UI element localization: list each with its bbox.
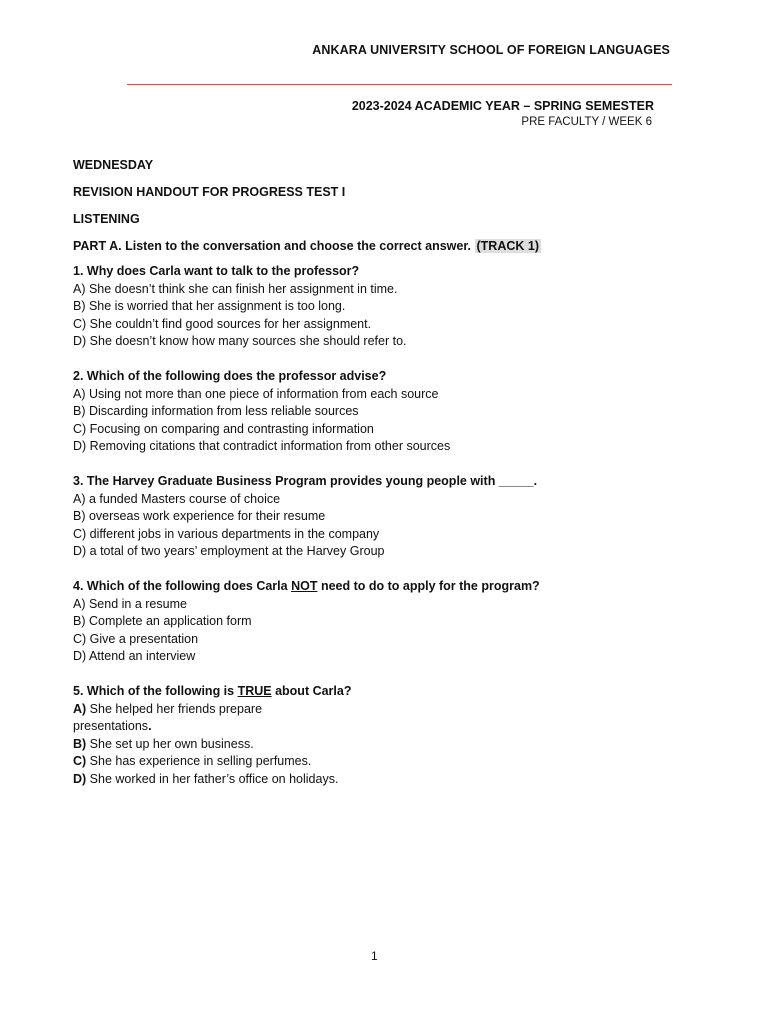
track-label: (TRACK 1): [476, 239, 539, 253]
academic-year: 2023-2024 ACADEMIC YEAR – SPRING SEMESTER: [351, 99, 654, 113]
question-4-option-d: D) Attend an interview: [73, 649, 196, 663]
question-4-title-end: need to do to apply for the program?: [317, 579, 540, 593]
question-5-option-a-text: She helped her friends prepare: [86, 701, 263, 716]
page-number: 1: [371, 949, 378, 963]
question-5-option-a-continued: [73, 718, 693, 736]
question-5-option-d-letter: D): [73, 771, 87, 786]
question-5-title-start: 5. Which of the following is: [73, 684, 238, 698]
question-5: [73, 683, 693, 788]
day-heading: WEDNESDAY: [73, 158, 154, 172]
question-2-option-d: D) Removing citations that contradict information from other sources: [73, 439, 451, 453]
question-1-option-c: C) She couldn’t find good sources for her assignment.: [73, 316, 372, 331]
question-3: [73, 473, 693, 561]
question-1-option-b: B) She is worried that her assignment is too long.: [73, 299, 346, 313]
question-5-option-b: [73, 736, 693, 754]
part-a-instruction: [73, 238, 693, 255]
question-4-emphasis: NOT: [291, 579, 318, 593]
question-5-option-a-period: .: [148, 719, 152, 733]
question-4-title: [73, 578, 693, 596]
question-5-option-c-letter: C): [73, 754, 87, 768]
question-2-option-b: B) Discarding information from less reliable sources: [73, 404, 359, 418]
question-3-option-a: A) a funded Masters course of choice: [73, 491, 281, 506]
question-5-option-d: [73, 771, 693, 789]
question-2-option-c: C) Focusing on comparing and contrasting information: [73, 421, 374, 436]
question-3-option-d: D) a total of two years’ employment at the Harvey Group: [73, 544, 385, 558]
question-5-option-d-text: She worked in her father’s office on holidays.: [86, 771, 339, 786]
question-3-option-c: C) different jobs in various departments in the company: [73, 526, 380, 541]
question-5-option-a-letter: A): [73, 701, 87, 716]
question-4-option-c: C) Give a presentation: [73, 631, 199, 646]
handout-title: REVISION HANDOUT FOR PROGRESS TEST I: [73, 185, 346, 199]
question-5-option-c-text: She has experience in selling perfumes.: [86, 754, 312, 768]
question-3-title: 3. The Harvey Graduate Business Program provides young people with _____.: [73, 474, 538, 488]
question-2: [73, 368, 693, 456]
section-heading: LISTENING: [73, 212, 140, 226]
question-5-option-a-cont: presentations: [73, 719, 149, 733]
question-5-option-b-text: She set up her own business.: [86, 736, 254, 751]
question-1: [73, 263, 693, 351]
question-5-title: [73, 683, 693, 701]
question-5-option-c: [73, 753, 693, 771]
question-4: [73, 578, 693, 666]
question-5-option-a: [73, 701, 693, 719]
question-3-option-b: B) overseas work experience for their resume: [73, 509, 326, 523]
question-5-option-b-letter: B): [73, 736, 87, 751]
question-1-option-a: A) She doesn’t think she can finish her assignment in time.: [73, 281, 398, 296]
institution-name: ANKARA UNIVERSITY SCHOOL OF FOREIGN LANGUAGES: [312, 43, 670, 57]
part-a-text: PART A. Listen to the conversation and choose the correct answer.: [73, 239, 472, 253]
faculty-week: PRE FACULTY / WEEK 6: [521, 116, 652, 128]
handout-content: [73, 157, 693, 806]
header-rule: [127, 84, 672, 85]
question-4-option-b: B) Complete an application form: [73, 614, 252, 628]
question-2-option-a: A) Using not more than one piece of information from each source: [73, 386, 439, 401]
question-1-title: 1. Why does Carla want to talk to the professor?: [73, 264, 360, 278]
question-2-title: 2. Which of the following does the professor advise?: [73, 369, 387, 383]
question-5-title-end: about Carla?: [271, 684, 352, 698]
question-4-option-a: A) Send in a resume: [73, 596, 187, 611]
question-1-option-d: D) She doesn’t know how many sources she should refer to.: [73, 334, 407, 348]
question-5-emphasis: TRUE: [237, 684, 272, 698]
question-4-title-start: 4. Which of the following does Carla: [73, 579, 292, 593]
